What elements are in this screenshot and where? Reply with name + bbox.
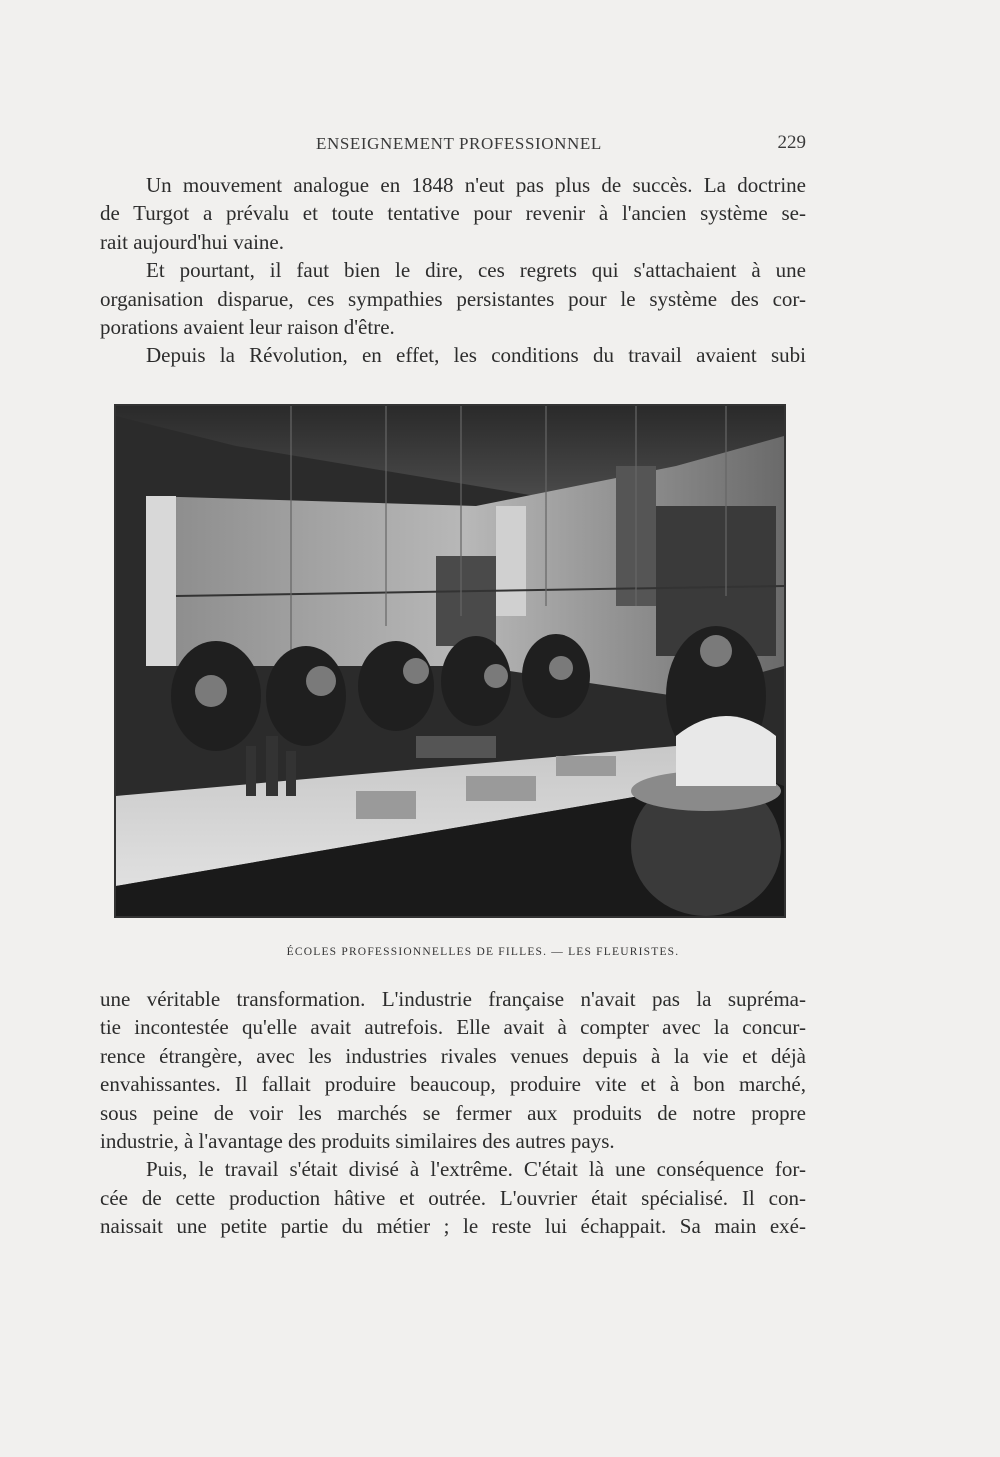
text-line: Un mouvement analogue en 1848 n'eut pas plus de succès. La doctrine <box>146 173 806 197</box>
figure-caption: ÉCOLES PROFESSIONNELLES DE FILLES. — LES FLEURISTES. <box>286 946 680 958</box>
body-text-bottom <box>100 985 806 1241</box>
text-line: une véritable transformation. L'industrie française n'avait pas la supréma- <box>100 987 806 1011</box>
body-text-top <box>100 171 806 370</box>
text-line: rence étrangère, avec les industries rivales venues depuis à la vie et déjà <box>100 1043 806 1068</box>
workshop-photograph <box>114 404 786 918</box>
text-line: de Turgot a prévalu et toute tentative pour revenir à l'ancien système se- <box>100 201 806 226</box>
workshop-photo-illustration <box>116 406 784 916</box>
text-line: cée de cette production hâtive et outrée. L'ouvrier était spécialisé. Il con- <box>100 1185 806 1210</box>
text-line: sous peine de voir les marchés se fermer aux produits de notre propre <box>100 1100 806 1125</box>
running-title: ENSEIGNEMENT PROFESSIONNEL <box>316 134 602 153</box>
running-head <box>100 130 806 158</box>
text-line: tie incontestée qu'elle avait autrefois. Elle avait à compter avec la concur- <box>100 1015 806 1040</box>
text-line: envahissantes. Il fallait produire beaucoup, produire vite et à bon marché, <box>100 1072 806 1097</box>
text-line: rait aujourd'hui vaine. <box>100 229 284 254</box>
text-line: Et pourtant, il faut bien le dire, ces regrets qui s'attachaient à une <box>146 258 806 283</box>
text-line: Puis, le travail s'était divisé à l'extrême. C'était là une conséquence for- <box>146 1157 806 1182</box>
text-line: naissait une petite partie du métier ; le reste lui échappait. Sa main exé- <box>100 1214 806 1239</box>
text-line: industrie, à l'avantage des produits similaires des autres pays. <box>100 1128 615 1153</box>
page-number: 229 <box>777 132 806 153</box>
text-line: organisation disparue, ces sympathies persistantes pour le système des cor- <box>100 286 806 311</box>
text-line: porations avaient leur raison d'être. <box>100 314 395 339</box>
text-line: Depuis la Révolution, en effet, les conditions du travail avaient subi <box>146 343 806 368</box>
